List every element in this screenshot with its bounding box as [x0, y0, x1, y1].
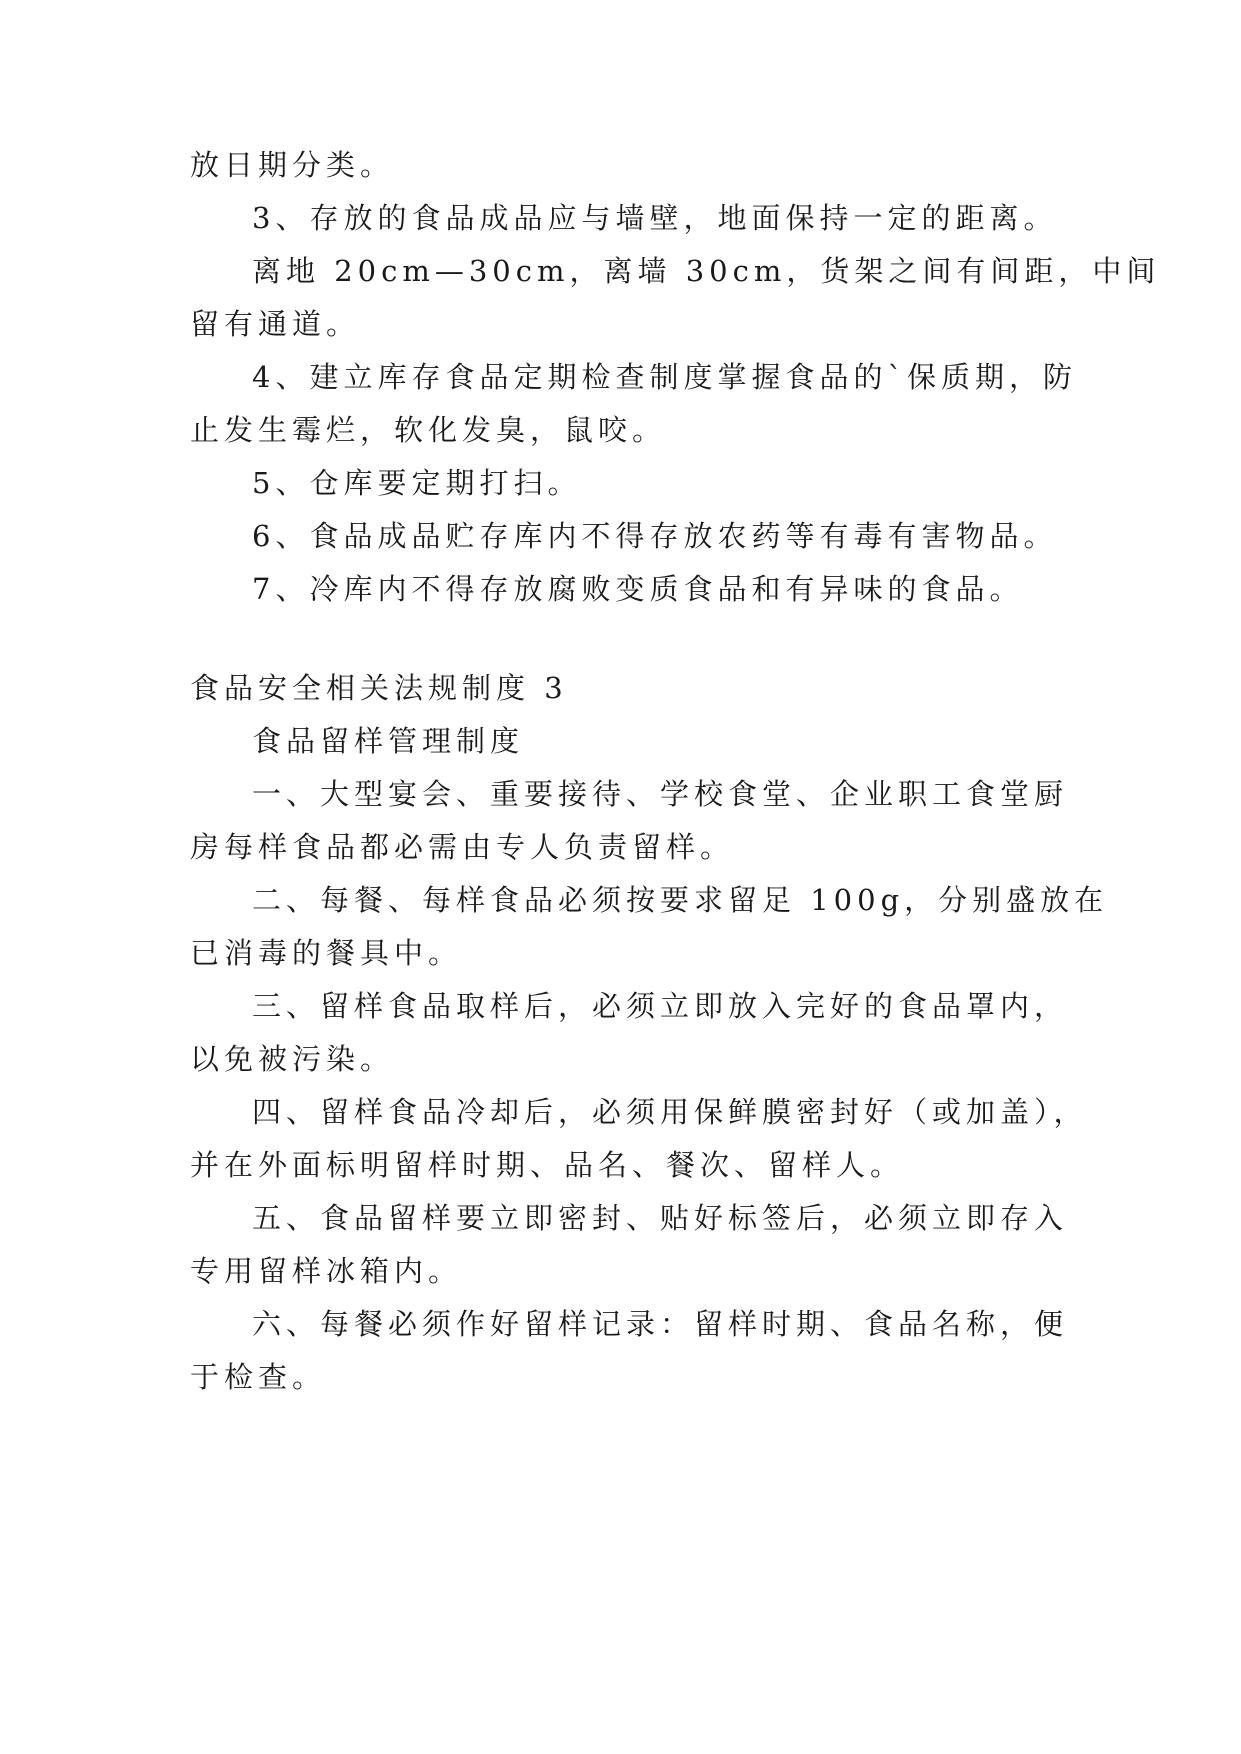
paragraph-line: 一、大型宴会、重要接待、学校食堂、企业职工食堂厨 — [252, 777, 1069, 811]
paragraph-line: 5、仓库要定期打扫。 — [252, 466, 582, 500]
paragraph-line: 4、建立库存食品定期检查制度掌握食品的`保质期，防 — [252, 360, 1077, 394]
paragraph-line: 6、食品成品贮存库内不得存放农药等有毒有害物品。 — [252, 519, 1058, 553]
paragraph-line: 房每样食品都必需由专人负责留样。 — [190, 830, 735, 864]
paragraph-line: 止发生霉烂，软化发臭，鼠咬。 — [190, 413, 667, 447]
section-heading: 食品安全相关法规制度 3 — [190, 671, 568, 705]
paragraph-line: 于检查。 — [190, 1360, 327, 1394]
section-subtitle: 食品留样管理制度 — [252, 724, 525, 758]
paragraph-line: 以免被污染。 — [190, 1042, 395, 1076]
paragraph-line: 已消毒的餐具中。 — [190, 936, 463, 970]
paragraph-line: 放日期分类。 — [190, 148, 395, 182]
paragraph-line: 六、每餐必须作好留样记录：留样时期、食品名称，便 — [252, 1307, 1069, 1341]
paragraph-line: 五、食品留样要立即密封、贴好标签后，必须立即存入 — [252, 1201, 1069, 1235]
paragraph-line: 7、冷库内不得存放腐败变质食品和有异味的食品。 — [252, 572, 1024, 606]
paragraph-line: 三、留样食品取样后，必须立即放入完好的食品罩内， — [252, 989, 1069, 1023]
paragraph-line: 专用留样冰箱内。 — [190, 1254, 463, 1288]
paragraph-line: 二、每餐、每样食品必须按要求留足 100g，分别盛放在 — [252, 883, 1109, 917]
paragraph-line: 并在外面标明留样时期、品名、餐次、留样人。 — [190, 1148, 905, 1182]
paragraph-line: 离地 20cm—30cm，离墙 30cm，货架之间有间距，中间 — [252, 254, 1161, 288]
paragraph-line: 四、留样食品冷却后，必须用保鲜膜密封好（或加盖）， — [252, 1095, 1088, 1129]
paragraph-line: 3、存放的食品成品应与墙壁，地面保持一定的距离。 — [252, 201, 1058, 235]
paragraph-line: 留有通道。 — [190, 307, 361, 341]
